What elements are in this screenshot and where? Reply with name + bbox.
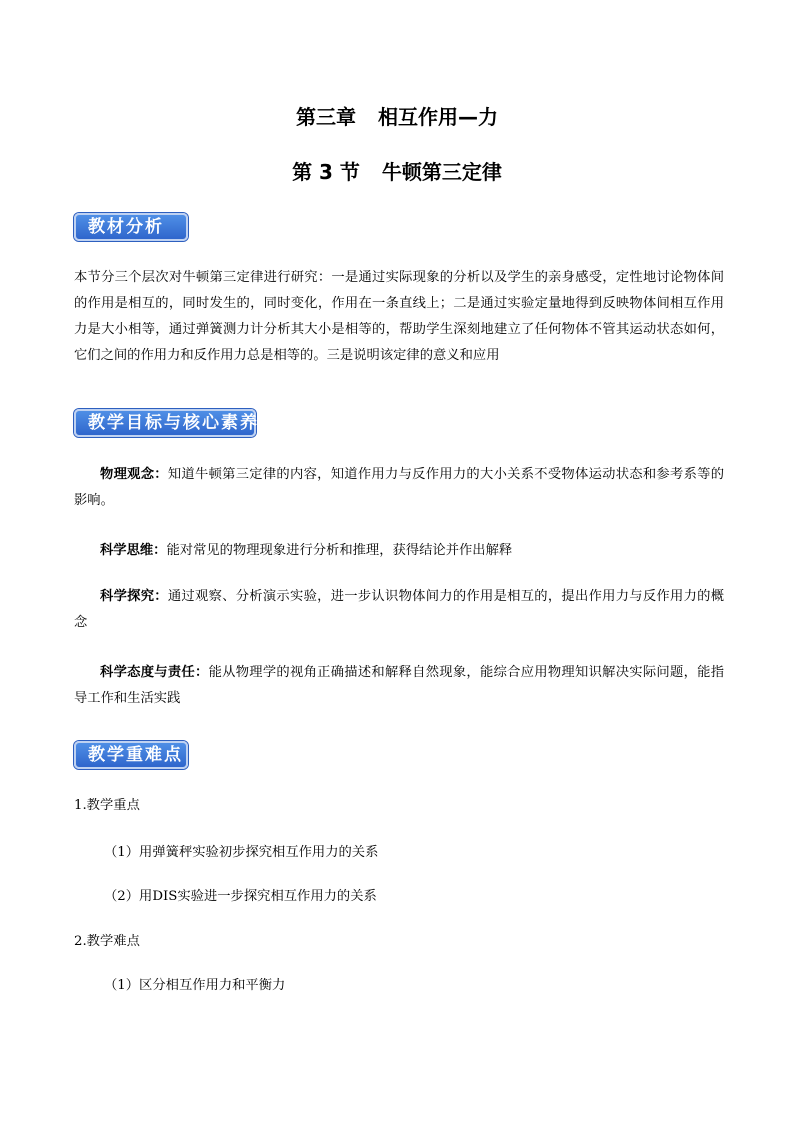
- goal-attitude-responsibility: [74, 660, 724, 712]
- goal-label: 科学探究：: [100, 589, 168, 604]
- goal-scientific-inquiry: [74, 584, 724, 636]
- focus-item: （2）用DIS实验进一步探究相互作用力的关系: [104, 889, 377, 904]
- difficulty-title: 2.教学难点: [74, 934, 140, 949]
- goal-text: 通过观察、分析演示实验，进一步认识物体间力的作用是相互的，提出作用力与反作用力的概念: [74, 589, 725, 630]
- focus-item: （1）用弹簧秤实验初步探究相互作用力的关系: [104, 845, 379, 860]
- analysis-paragraph: 本节分三个层次对牛顿第三定律进行研究：一是通过实际现象的分析以及学生的亲身感受，定性地讨论物体间的作用是相互的，同时发生的，同时变化，作用在一条直线上；二是通过实验定量地得到反映物体间相互作用力是大小相等，通过弹簧测力计分析其大小是相等的，帮助学生深刻地建立了任何物体不管其运动状态如何，它们之间的作用力和反作用力总是相等的。三是说明该定律的意义和应用: [74, 270, 724, 363]
- goal-label: 科学思维：: [100, 543, 167, 558]
- key-points-heading: 教学重难点: [74, 741, 188, 769]
- focus-title: 1.教学重点: [74, 798, 140, 813]
- section-name: 牛顿第三定律: [381, 160, 502, 184]
- goal-label: 物理观念：: [100, 467, 168, 482]
- section-title: [0, 160, 794, 184]
- chapter-name: 相互作用—力: [378, 105, 498, 129]
- goal-text: 能从物理学的视角正确描述和解释自然现象，能综合应用物理知识解决实际问题，能指导工作和生活实践: [74, 665, 725, 706]
- chapter-number: 第三章: [296, 105, 356, 129]
- goals-heading: 教学目标与核心素养: [74, 409, 256, 437]
- goal-physics-concept: [74, 462, 724, 514]
- goal-text: 知道牛顿第三定律的内容，知道作用力与反作用力的大小关系不受物体运动状态和参考系等的影响。: [74, 467, 725, 508]
- goal-label: 科学态度与责任：: [100, 665, 209, 680]
- chapter-title: [0, 105, 794, 129]
- goal-scientific-thinking: [74, 538, 724, 564]
- section-number: 第 3 节: [292, 160, 360, 184]
- difficulty-item: （1）区分相互作用力和平衡力: [104, 978, 286, 993]
- analysis-heading: 教材分析: [74, 213, 188, 241]
- goal-text: 能对常见的物理现象进行分析和推理，获得结论并作出解释: [166, 543, 513, 558]
